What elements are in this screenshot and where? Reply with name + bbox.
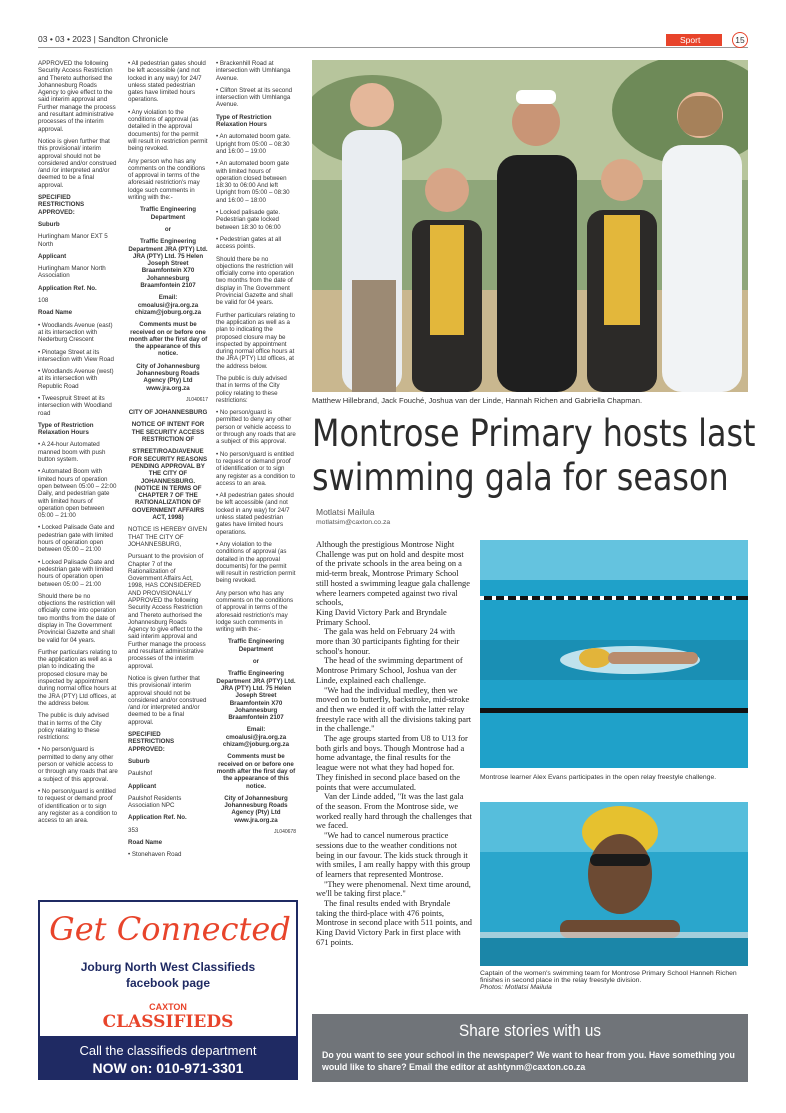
notice-paragraph: Further particulars relating to the application as well as a plan to indicating the proposed closure may be inspected by appointment during normal office hours at the JRA (PTY) Ltd offices, at the address below.: [216, 311, 296, 370]
notice-ref: JL040678: [274, 829, 296, 836]
article-paragraph: The age groups started from U8 to U13 for both girls and boys. Though Montrose had a home advantage, the final results for the league were not what they had hoped for. They finished in second place based on the points that were accumulated.: [316, 734, 468, 792]
notice-value: Paulshof Residents Association NPC: [128, 794, 182, 810]
notice-comments: Comments must be received on or before one month after the first day of the appearance of this notice.: [128, 321, 208, 358]
notice-label: Type of Restriction Relaxation Hours: [216, 113, 272, 129]
notice-label: Applicant: [128, 782, 157, 790]
notice-address: Traffic Engineering Department JRA (PTY) Ltd. JRA (PTY) Ltd. 75 Helen Joseph Street Braamfontein X70 Johannesburg Braamfontein 2107: [216, 670, 296, 722]
notice-city: City of Johannesburg Johannesburg Roads Agency (Pty) Ltd www.jra.org.za: [136, 362, 200, 392]
notice-label: Application Ref. No.: [38, 284, 97, 292]
article-paragraph: "We had to cancel numerous practice sessions due to the weather conditions not being in our favour. The kids stuck through it with smiles, I am really happy with this group of learners that represented Montrose.: [316, 831, 471, 879]
legal-notice-column-1: [38, 60, 118, 840]
notice-value: 353: [128, 826, 139, 834]
notice-item: • Tweespruit Street at its intersection with Woodland road: [38, 394, 112, 417]
notice-item: • An automated boom gate. Upright from 05:00 – 08:30 and 16:00 – 19:00: [216, 133, 291, 155]
notice-paragraph: Further particulars relating to the application as well as a plan to indicating the proposed closure may be inspected by appointment during normal office hours at the JRA (PTY) Ltd offices, at the address below.: [38, 648, 118, 707]
advert-panel: [38, 900, 298, 1038]
notice-value: 108: [38, 297, 49, 305]
notice-item: • Pinotage Street at its intersection with View Road: [38, 348, 114, 363]
notice-item: • Stonehaven Road: [128, 851, 182, 859]
notice-label: Applicant: [38, 252, 67, 260]
article-paragraph: Although the prestigious Montrose Night Challenge was put on hold and despite most of the private schools in the area being on a mid-term break, Montrose Primary School still hosted a swimming league gala challenge where learners competed against two rival schools,: [316, 540, 470, 608]
share-title: Share stories with us: [458, 1021, 602, 1040]
notice-item: • No person/guard is permitted to deny any other person or vehicle access to or through any roads that are a subject of this approval.: [38, 746, 118, 783]
byline-author: Motlatsi Mailula: [316, 507, 375, 517]
article-paragraph: The gala was held on February 24 with more than 30 participants fighting for their school's honour.: [316, 627, 460, 656]
article-paragraph: Van der Linde added, "It was the last gala of the season. From the Montrose side, we worked really hard through the challenges that we faced.: [316, 792, 472, 831]
notice-heading: CITY OF JOHANNESBURG: [128, 409, 208, 417]
notice-item: • A 24-hour Automated manned boom with push button system.: [38, 441, 106, 464]
share-stories-panel: [312, 1014, 748, 1082]
notice-paragraph: NOTICE IS HEREBY GIVEN THAT THE CITY OF JOHANNESBURG,: [128, 526, 207, 548]
notice-paragraph: Should there be no objections the restriction will officially come into operation two months from the date of display in The Government Provincial Gazette and shall be valid for 04 years.: [38, 592, 116, 644]
notice-label: Application Ref. No.: [128, 814, 187, 822]
advert-call-text: Call the classifieds department: [79, 1043, 257, 1058]
notice-department: Traffic Engineering Department: [227, 638, 285, 653]
notice-item: • An automated boom gate with limited hours of operation closed between 18:30 to 06:00 And left Upright from 05:00 – 08:30 and 16:00 – 18:00: [216, 160, 290, 204]
article-paragraph: The final results ended with Bryndale taking the third-place with 476 points, Montrose in second place with 511 points, and King David Victory Park in first place with 671 points.: [316, 899, 472, 947]
notice-heading: STREET/ROAD/AVENUE FOR SECURITY REASONS PENDING APPROVAL BY THE CITY OF JOHANNESBURG. (NOTICE IN TERMS OF CHAPTER 7 OF THE RATIONALIZATION OF GOVERNMENT AFFAIRS ACT, 1998): [128, 448, 208, 522]
notice-paragraph: Should there be no objections the restriction will officially come into operation two months from the date of display in The Government Provincial Gazette and shall be valid for 04 years.: [216, 255, 294, 307]
advert-line: facebook page: [125, 976, 211, 990]
notice-paragraph: Any person who has any comments on the conditions of approval in terms of the aforesaid restriction's may lodge such comments in writing with the:-: [128, 157, 206, 202]
group-photo: [312, 60, 748, 392]
issue-date: 03 • 03 • 2023 | Sandton Chronicle: [38, 34, 169, 44]
share-body: Do you want to see your school in the newspaper? We want to hear from you. Have something you would like to share? Email the editor at ashtynm@caxton.co.za: [322, 1050, 735, 1072]
notice-item: • Woodlands Avenue (east) at its intersection with Nederburg Crescent: [38, 321, 113, 344]
notice-ref: JL040617: [186, 396, 208, 403]
caption-text: Captain of the women's swimming team for Montrose Primary School Hanneh Richen finishes in second place in the relay freestyle division.: [480, 970, 737, 984]
notice-item: • No person/guard is permitted to deny any other person or vehicle access to or through any roads that are a subject of this approval.: [216, 409, 296, 446]
notice-item: • Automated Boom with limited hours of operation open between 05:00 – 22:00 Daily, and pedestrian gate with limited hours of operation open between 05:00 – 21:00: [38, 468, 117, 520]
notice-item: • Clifton Street at its second intersection with Umhlanga Avenue.: [216, 86, 293, 109]
photo-credit: Photos: Motlatsi Mailula: [480, 984, 552, 991]
captain-photo-caption: [480, 970, 748, 991]
swimmer-photo-image: [480, 540, 748, 768]
section-tab-sport[interactable]: Sport: [666, 34, 722, 46]
swimmer-photo: [480, 540, 748, 768]
page-number: 15: [732, 32, 748, 48]
group-photo-caption: Matthew Hillebrand, Jack Fouché, Joshua van der Linde, Hannah Richen and Gabriella Chapman.: [312, 396, 643, 405]
notice-or: or: [164, 225, 172, 233]
notice-paragraph: The public is duly advised that in terms of the City policy relating to these restrictions:: [216, 374, 287, 404]
classifieds-logo: CLASSIFIEDS: [102, 1012, 234, 1032]
page-header: [38, 34, 748, 48]
legal-notice-column-3: [216, 60, 296, 898]
captain-photo: [480, 802, 748, 966]
article-headline: [312, 412, 756, 500]
notice-item: • Any violation to the conditions of approval (as detailed in the approval documents) for the permit will result in restriction permit being revoked.: [216, 540, 296, 585]
byline-email[interactable]: motlatsim@caxton.co.za: [316, 519, 391, 526]
headline-line: swimming gala for season: [312, 456, 729, 499]
notice-city: City of Johannesburg Johannesburg Roads Agency (Pty) Ltd www.jra.org.za: [224, 794, 288, 824]
notice-label: Suburb: [128, 757, 150, 765]
advert-line: Joburg North West Classifieds: [80, 960, 256, 974]
notice-value: Hurlingham Manor EXT 5 North: [38, 233, 108, 248]
notice-paragraph: Notice is given further that this provisional/ interim approval should not be considered and/or construed /and /or interpreted and/or deemed to be a final approval.: [38, 137, 117, 189]
notice-item: • Locked Palisade Gate and pedestrian gate with limited hours of operation open between 05:00 – 21:00: [38, 558, 115, 588]
notice-item: • Locked palisade gate. Pedestrian gate locked between 18:30 to 06:00: [216, 209, 281, 231]
notice-item: • Brackenhill Road at intersection with Umhlanga Avenue.: [216, 60, 291, 82]
headline-line: Montrose Primary hosts last: [312, 412, 756, 455]
notice-email: Email: cmoalusi@jra.org.za chizam@joburg.org.za: [222, 726, 290, 749]
classifieds-advert[interactable]: [38, 900, 298, 1080]
notice-item: • Any violation to the conditions of approval (as detailed in the approval documents) for the permit will result in restriction permit being revoked.: [128, 108, 208, 153]
notice-comments: Comments must be received on or before one month after the first day of the appearance of this notice.: [216, 753, 296, 790]
article-paragraph: "They were phenomenal. Next time around, we'll be taking first place.": [316, 879, 471, 899]
notice-heading: SPECIFIED RESTRICTIONS APPROVED:: [128, 731, 175, 753]
notice-label: Type of Restriction Relaxation Hours: [38, 421, 94, 437]
legal-notice-column-2: [128, 60, 208, 896]
notice-address: Traffic Engineering Department JRA (PTY) Ltd. JRA (PTY) Ltd. 75 Helen Joseph Street Braamfontein X70 Johannesburg Braamfontein 2107: [128, 238, 208, 290]
notice-paragraph: The public is duly advised that in terms of the City policy relating to these restrictions:: [38, 712, 109, 742]
notice-heading: SPECIFIED RESTRICTIONS APPROVED:: [38, 194, 85, 216]
notice-or: or: [252, 658, 260, 666]
article-body: [316, 540, 472, 1010]
notice-label: Suburb: [38, 220, 60, 228]
notice-paragraph: Pursuant to the provision of Chapter 7 of the Rationalization of Government Affairs Act, 1998, HAS CONSIDERED AND PROVISIONALLY APPROVED the following Security Access Restriction and Thereto authorised the Johannesburg Roads Agency to give effect to the said interim approval and Further manage the process and resultant administrative processes of the interim approval.: [128, 553, 206, 670]
notice-email: Email: cmoalusi@jra.org.za chizam@joburg.org.za: [134, 294, 202, 316]
group-photo-image: [312, 60, 748, 392]
notice-value: Hurlingham Manor North Association: [38, 265, 106, 280]
notice-item: • Woodlands Avenue (west) at its intersection with Republic Road: [38, 368, 114, 390]
notice-item: • Pedestrian gates at all access points.: [216, 235, 282, 251]
notice-department: Traffic Engineering Department: [139, 206, 197, 221]
notice-paragraph: APPROVED the following Security Access Restriction and Thereto authorised the Johannesburg Roads Agency to give effect to the said interim approval and Further manage the process and resultant administrative processes of the interim approval.: [38, 60, 116, 133]
notice-item: • No person/guard is entitled to request or demand proof of identification or to sign any register as a condition to access to an area.: [38, 787, 118, 825]
notice-label: Road Name: [38, 309, 73, 317]
notice-label: Road Name: [128, 839, 163, 847]
notice-value: Paulshof: [128, 770, 153, 778]
article-paragraph: King David Victory Park and Bryndale Primary School.: [316, 607, 447, 627]
article-paragraph: "We had the individual medley, then we moved on to butterfly, backstroke, mid-stroke and then we ended it off with the latter relay freestyle race with all the divisions taking part in the challenge.": [316, 685, 472, 734]
advert-title: Get Connected: [49, 910, 291, 948]
caxton-logo: CAXTON: [149, 1002, 187, 1012]
notice-heading: NOTICE OF INTENT FOR THE SECURITY ACCESS RESTRICTION OF: [131, 421, 205, 444]
notice-paragraph: Any person who has any comments on the conditions of approval in terms of the aforesaid restriction's may lodge such comments in writing with the:-: [216, 589, 294, 634]
captain-photo-image: [480, 802, 748, 966]
notice-item: • Locked Palisade Gate and pedestrian gate with limited hours of operation open between 05:00 – 21:00: [38, 524, 115, 554]
notice-item: • No person/guard is entitled to request or demand proof of identification or to sign any register as a condition to access to an area.: [216, 450, 296, 487]
swimmer-photo-caption: Montrose learner Alex Evans participates in the open relay freestyle challenge.: [480, 774, 717, 781]
notice-paragraph: Notice is given further that this provisional/ interim approval should not be considered and/or construed /and /or interpreted and/or deemed to be a final approval.: [128, 674, 207, 726]
notice-item: • All pedestrian gates should be left accessible (and not locked in any way) for 24/7 unless stated pedestrian gates have limited hours operations.: [216, 492, 294, 536]
notice-item: • All pedestrian gates should be left accessible (and not locked in any way) for 24/7 unless stated pedestrian gates have limited hours operations.: [128, 60, 206, 104]
article-paragraph: The head of the swimming department of Montrose Primary School, Joshua van der Linde, explained each challenge.: [316, 656, 463, 685]
advert-phone-number[interactable]: NOW on: 010-971-3301: [92, 1060, 244, 1076]
